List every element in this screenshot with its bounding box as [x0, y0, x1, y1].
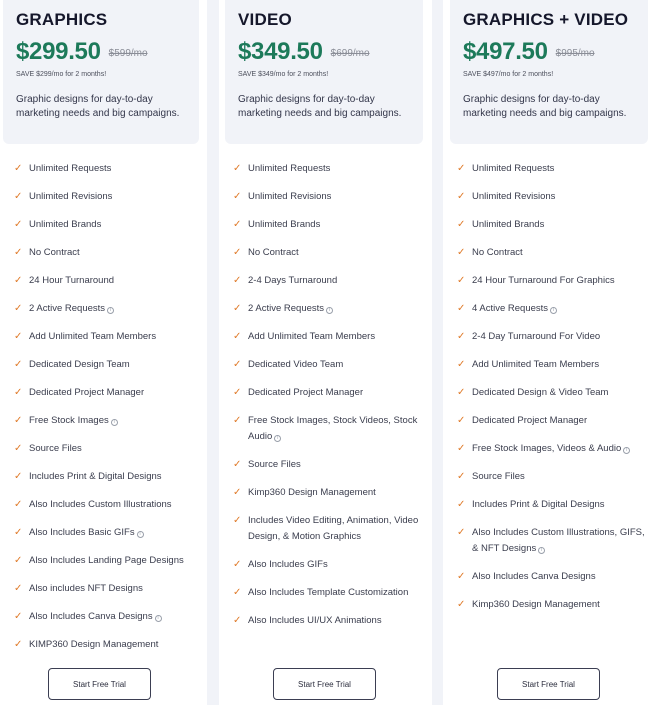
feature-item: [0, 273, 207, 289]
feature-text: Dedicated Design & Video Team: [472, 387, 609, 398]
check-icon: ✓: [233, 487, 242, 498]
check-icon: ✓: [14, 583, 23, 594]
feature-item: [0, 189, 207, 205]
feature-text: Free Stock Images, Videos & Audio: [472, 443, 622, 454]
check-icon: ✓: [14, 471, 23, 482]
check-icon: ✓: [457, 471, 466, 482]
check-icon: ✓: [233, 359, 242, 370]
feature-text: No Contract: [29, 247, 80, 258]
feature-text: 2-4 Days Turnaround: [248, 275, 338, 286]
feature-item: [443, 441, 656, 457]
plan-description: Graphic designs for day-to-day marketing needs and big campaigns.: [238, 94, 402, 119]
feature-item: [0, 525, 207, 541]
info-icon[interactable]: i: [107, 307, 114, 314]
feature-text: Includes Video Editing, Animation, Video Design, & Motion Graphics: [248, 515, 419, 542]
check-icon: ✓: [233, 387, 242, 398]
feature-text: Also Includes Template Customization: [248, 587, 409, 598]
plan-old-price: $995/mo: [555, 48, 595, 59]
feature-text: Add Unlimited Team Members: [472, 359, 600, 370]
check-icon: ✓: [233, 247, 242, 258]
feature-item: [443, 497, 656, 513]
check-icon: ✓: [14, 331, 23, 342]
start-free-trial-button[interactable]: Start Free Trial: [273, 668, 376, 700]
feature-text: Unlimited Revisions: [29, 191, 113, 202]
feature-text: Free Stock Images: [29, 415, 109, 426]
check-icon: ✓: [457, 499, 466, 510]
plan-card-video: [219, 0, 432, 705]
feature-item: [0, 385, 207, 401]
feature-text: Also Includes Landing Page Designs: [29, 555, 184, 566]
check-icon: ✓: [457, 191, 466, 202]
feature-item: [443, 245, 656, 261]
check-icon: ✓: [233, 515, 242, 526]
price-row: [463, 38, 595, 66]
check-icon: ✓: [457, 599, 466, 610]
plan-card-graphics: [0, 0, 207, 705]
plan-header: [450, 0, 648, 144]
check-icon: ✓: [14, 219, 23, 230]
feature-text: Add Unlimited Team Members: [248, 331, 376, 342]
check-icon: ✓: [14, 639, 23, 650]
feature-item: [0, 301, 207, 317]
info-icon[interactable]: i: [111, 419, 118, 426]
check-icon: ✓: [14, 163, 23, 174]
feature-item: [443, 217, 656, 233]
check-icon: ✓: [233, 415, 242, 426]
check-icon: ✓: [457, 527, 466, 538]
feature-item: [443, 301, 656, 317]
feature-text: Source Files: [248, 459, 301, 470]
plan-name: VIDEO: [238, 10, 292, 29]
check-icon: ✓: [14, 499, 23, 510]
check-icon: ✓: [457, 571, 466, 582]
info-icon[interactable]: i: [326, 307, 333, 314]
info-icon[interactable]: i: [137, 531, 144, 538]
check-icon: ✓: [233, 163, 242, 174]
info-icon[interactable]: i: [623, 447, 630, 454]
info-icon[interactable]: i: [538, 547, 545, 554]
feature-text: 2-4 Day Turnaround For Video: [472, 331, 601, 342]
feature-item: [219, 329, 432, 345]
feature-text: Source Files: [29, 443, 82, 454]
check-icon: ✓: [233, 275, 242, 286]
check-icon: ✓: [457, 415, 466, 426]
feature-item: [219, 485, 432, 501]
feature-item: [219, 413, 432, 445]
feature-text: Also Includes Canva Designs: [29, 611, 153, 622]
feature-item: [0, 469, 207, 485]
feature-text: Also Includes Canva Designs: [472, 571, 596, 582]
feature-item: [0, 553, 207, 569]
price-row: [16, 38, 148, 66]
info-icon[interactable]: i: [274, 435, 281, 442]
feature-item: [443, 525, 656, 557]
feature-text: Includes Print & Digital Designs: [29, 471, 162, 482]
check-icon: ✓: [457, 303, 466, 314]
feature-text: No Contract: [472, 247, 523, 258]
feature-text: Unlimited Brands: [248, 219, 321, 230]
check-icon: ✓: [457, 359, 466, 370]
feature-text: Kimp360 Design Management: [248, 487, 376, 498]
feature-text: Unlimited Requests: [248, 163, 331, 174]
feature-text: No Contract: [248, 247, 299, 258]
feature-item: [0, 637, 207, 653]
info-icon[interactable]: i: [155, 615, 162, 622]
feature-item: [443, 569, 656, 585]
check-icon: ✓: [14, 247, 23, 258]
feature-item: [0, 245, 207, 261]
price-row: [238, 38, 370, 66]
feature-text: Dedicated Project Manager: [29, 387, 145, 398]
feature-text: Dedicated Video Team: [248, 359, 344, 370]
check-icon: ✓: [233, 219, 242, 230]
feature-text: Also Includes Custom Illustrations: [29, 499, 172, 510]
plan-name: GRAPHICS: [16, 10, 108, 29]
feature-item: [443, 161, 656, 177]
feature-text: Add Unlimited Team Members: [29, 331, 157, 342]
feature-text: Also Includes GIFs: [248, 559, 328, 570]
feature-item: [0, 357, 207, 373]
feature-item: [219, 457, 432, 473]
feature-item: [443, 329, 656, 345]
check-icon: ✓: [14, 555, 23, 566]
check-icon: ✓: [14, 191, 23, 202]
check-icon: ✓: [457, 247, 466, 258]
check-icon: ✓: [457, 163, 466, 174]
check-icon: ✓: [233, 615, 242, 626]
feature-list: [0, 161, 207, 665]
check-icon: ✓: [14, 611, 23, 622]
feature-text: 4 Active Requests: [472, 303, 549, 314]
feature-text: 2 Active Requests: [29, 303, 106, 314]
check-icon: ✓: [233, 191, 242, 202]
feature-text: 2 Active Requests: [248, 303, 325, 314]
feature-item: [0, 581, 207, 597]
feature-text: KIMP360 Design Management: [29, 639, 159, 650]
feature-item: [443, 469, 656, 485]
check-icon: ✓: [457, 387, 466, 398]
feature-item: [443, 597, 656, 613]
feature-text: Dedicated Design Team: [29, 359, 130, 370]
feature-text: Also Includes Basic GIFs: [29, 527, 135, 538]
check-icon: ✓: [457, 219, 466, 230]
start-free-trial-button[interactable]: Start Free Trial: [48, 668, 151, 700]
feature-item: [219, 613, 432, 629]
plan-price: $299.50: [16, 38, 101, 65]
feature-text: Also includes NFT Designs: [29, 583, 143, 594]
check-icon: ✓: [14, 443, 23, 454]
feature-item: [443, 189, 656, 205]
plan-save-text: SAVE $349/mo for 2 months!: [238, 71, 329, 78]
feature-item: [219, 557, 432, 573]
check-icon: ✓: [457, 331, 466, 342]
check-icon: ✓: [233, 559, 242, 570]
plan-description: Graphic designs for day-to-day marketing needs and big campaigns.: [16, 94, 180, 119]
feature-text: Source Files: [472, 471, 525, 482]
feature-text: Also Includes UI/UX Animations: [248, 615, 382, 626]
plan-description: Graphic designs for day-to-day marketing needs and big campaigns.: [463, 94, 627, 119]
feature-item: [0, 413, 207, 429]
feature-text: Dedicated Project Manager: [248, 387, 364, 398]
check-icon: ✓: [457, 275, 466, 286]
plan-save-text: SAVE $497/mo for 2 months!: [463, 71, 554, 78]
check-icon: ✓: [233, 587, 242, 598]
check-icon: ✓: [14, 275, 23, 286]
feature-text: Free Stock Images, Stock Videos, Stock Audio: [248, 415, 418, 442]
check-icon: ✓: [14, 359, 23, 370]
feature-text: Unlimited Requests: [29, 163, 112, 174]
feature-item: [443, 413, 656, 429]
feature-text: Unlimited Brands: [472, 219, 545, 230]
check-icon: ✓: [14, 303, 23, 314]
feature-list: [219, 161, 432, 641]
feature-item: [0, 441, 207, 457]
feature-text: 24 Hour Turnaround For Graphics: [472, 275, 615, 286]
feature-item: [219, 385, 432, 401]
feature-text: Includes Print & Digital Designs: [472, 499, 605, 510]
feature-item: [443, 385, 656, 401]
plan-header: [225, 0, 423, 144]
feature-item: [219, 301, 432, 317]
check-icon: ✓: [233, 459, 242, 470]
plan-header: [3, 0, 199, 144]
check-icon: ✓: [14, 387, 23, 398]
check-icon: ✓: [14, 527, 23, 538]
feature-text: Unlimited Revisions: [472, 191, 556, 202]
plan-price: $349.50: [238, 38, 323, 65]
feature-text: Also Includes Custom Illustrations, GIFS, & NFT Designs: [472, 527, 645, 554]
feature-text: Unlimited Brands: [29, 219, 102, 230]
feature-item: [0, 329, 207, 345]
plan-save-text: SAVE $299/mo for 2 months!: [16, 71, 107, 78]
feature-item: [0, 609, 207, 625]
check-icon: ✓: [233, 331, 242, 342]
feature-item: [443, 357, 656, 373]
feature-item: [219, 513, 432, 545]
feature-item: [0, 497, 207, 513]
check-icon: ✓: [457, 443, 466, 454]
feature-item: [219, 245, 432, 261]
feature-text: 24 Hour Turnaround: [29, 275, 115, 286]
feature-item: [219, 189, 432, 205]
plan-price: $497.50: [463, 38, 548, 65]
info-icon[interactable]: i: [550, 307, 557, 314]
feature-item: [219, 161, 432, 177]
feature-item: [219, 273, 432, 289]
plan-old-price: $599/mo: [108, 48, 148, 59]
feature-item: [443, 273, 656, 289]
feature-item: [219, 357, 432, 373]
plan-old-price: $699/mo: [330, 48, 370, 59]
plan-card-graphics-video: [443, 0, 656, 705]
feature-item: [0, 161, 207, 177]
feature-item: [0, 217, 207, 233]
plan-name: GRAPHICS + VIDEO: [463, 10, 629, 29]
check-icon: ✓: [14, 415, 23, 426]
feature-text: Unlimited Requests: [472, 163, 555, 174]
feature-text: Unlimited Revisions: [248, 191, 332, 202]
feature-text: Kimp360 Design Management: [472, 599, 600, 610]
start-free-trial-button[interactable]: Start Free Trial: [497, 668, 600, 700]
check-icon: ✓: [233, 303, 242, 314]
feature-list: [443, 161, 656, 625]
feature-text: Dedicated Project Manager: [472, 415, 588, 426]
feature-item: [219, 585, 432, 601]
feature-item: [219, 217, 432, 233]
